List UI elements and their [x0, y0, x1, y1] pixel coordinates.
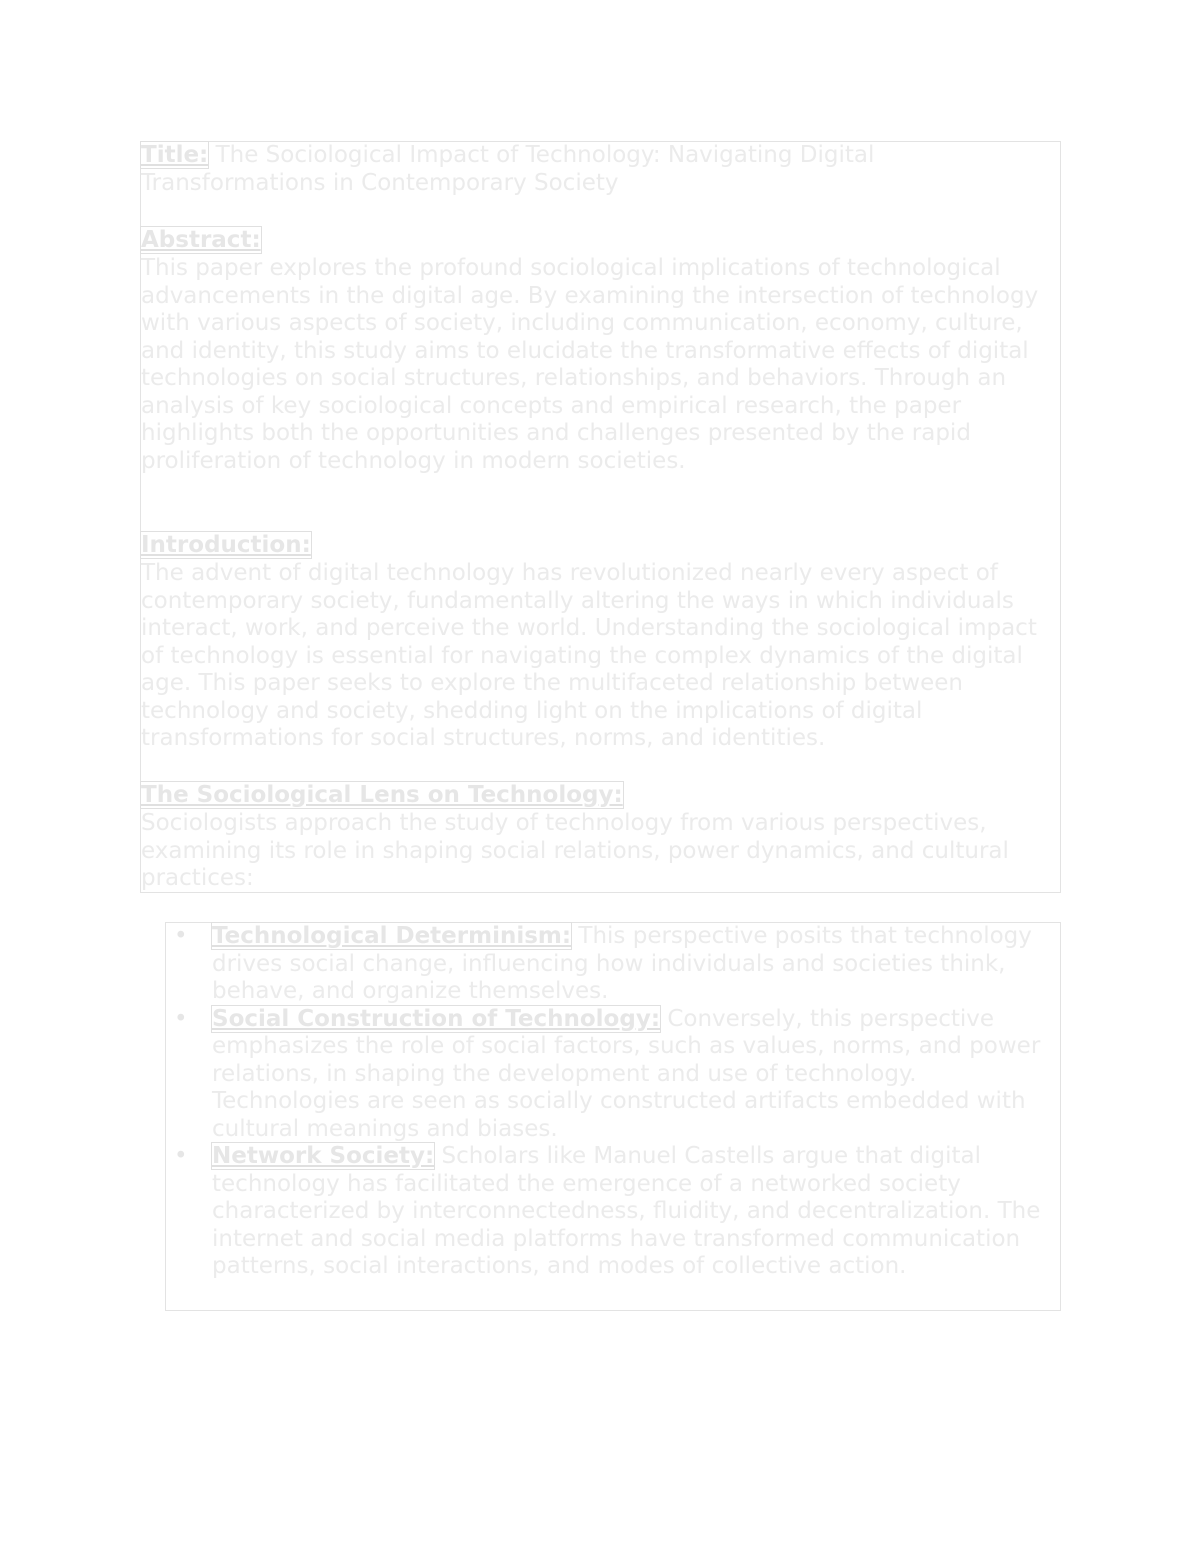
lens-heading-line	[141, 782, 1061, 810]
perspective-text: This perspective posits that technology drives social change, influencing how individuals and societies think, behave, and organize themselves.	[212, 923, 1032, 1004]
list-item	[166, 1006, 1056, 1144]
perspective-term: Technological Determinism:	[212, 923, 572, 949]
abstract-heading-line	[141, 227, 1061, 255]
list-item	[166, 1143, 1056, 1281]
introduction-heading: Introduction:	[141, 532, 311, 558]
bullet-icon: •	[174, 1143, 188, 1169]
perspective-term: Social Construction of Technology:	[212, 1005, 661, 1032]
perspective-term: Network Society:	[212, 1143, 435, 1169]
lens-body: Sociologists approach the study of technology from various perspectives, examining its role in shaping social relations, power dynamics, and cultural practices:	[141, 810, 1009, 891]
abstract-body: This paper explores the profound sociological implications of technological advancements in the digital age. By examining the intersection of technology with various aspects of society, including communication, economy, culture, and identity, this study aims to elucidate the transformative effects of digital technologies on social structures, relationships, and behaviors. Through an analysis of key sociological concepts and empirical research, the paper highlights both the opportunities and challenges presented by the rapid proliferation of technology in modern societies.	[141, 255, 1039, 474]
perspectives-list	[166, 923, 1056, 1281]
title-label: Title:	[141, 142, 209, 168]
introduction-heading-line	[141, 532, 1061, 560]
title-text: The Sociological Impact of Technology: Navigating Digital Transformations in Contemporary Society	[141, 142, 875, 196]
introduction-body: The advent of digital technology has revolutionized nearly every aspect of contemporary society, fundamentally altering the ways in which individuals interact, work, and perceive the world. Understanding the sociological impact of technology is essential for navigating the complex dynamics of the digital age. This paper seeks to explore the multifaceted relationship between technology and society, shedding light on the implications of digital transformations for social structures, norms, and identities.	[141, 560, 1037, 751]
paper-title	[141, 142, 1061, 197]
lens-heading: The Sociological Lens on Technology:	[141, 782, 623, 808]
perspective-text: Scholars like Manuel Castells argue that digital technology has facilitated the emergence of a networked society characterized by interconnectedness, fluidity, and decentralization. The internet and social media platforms have transformed communication patterns, social interactions, and modes of collective action.	[212, 1143, 1041, 1279]
perspective-text: Conversely, this perspective emphasizes the role of social factors, such as values, norms, and power relations, in shaping the development and use of technology. Technologies are seen as socially constructed artifacts embedded with cultural meanings and biases.	[212, 1005, 1041, 1142]
bullet-icon: •	[174, 1005, 188, 1032]
bullet-icon: •	[174, 923, 188, 949]
list-item	[166, 923, 1056, 1006]
abstract-heading: Abstract:	[141, 227, 261, 253]
